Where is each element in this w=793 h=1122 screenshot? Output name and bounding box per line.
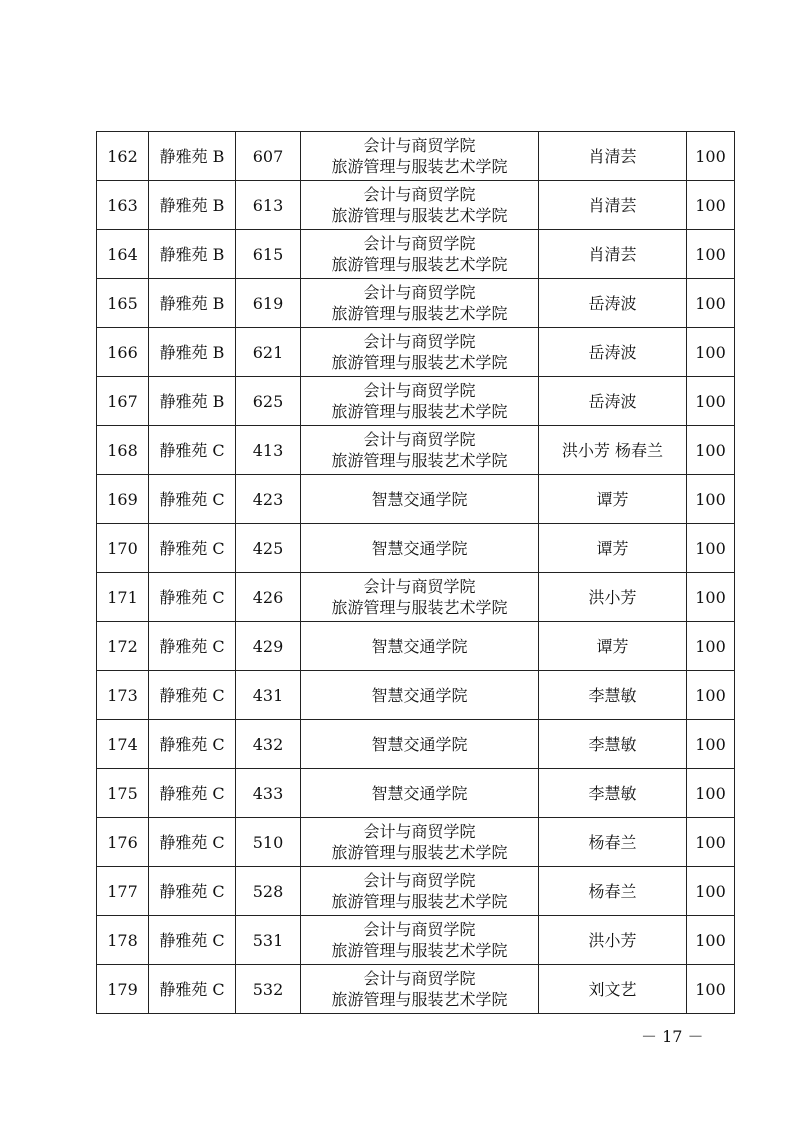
score-cell: 100 <box>687 230 735 279</box>
building-cell: 静雅苑 B <box>149 328 236 377</box>
table-row <box>97 524 735 573</box>
college-name-line: 会计与商贸学院 <box>363 577 476 596</box>
college-name-line: 智慧交通学院 <box>371 685 468 705</box>
teacher-cell: 洪小芳 <box>539 573 687 622</box>
room-number-cell: 423 <box>236 475 301 524</box>
college-cell <box>301 916 539 965</box>
teacher-cell: 李慧敏 <box>539 720 687 769</box>
building-cell: 静雅苑 B <box>149 279 236 328</box>
table-row <box>97 132 735 181</box>
college-cell <box>301 426 539 475</box>
teacher-cell: 肖清芸 <box>539 230 687 279</box>
row-number-cell: 176 <box>97 818 149 867</box>
room-number-cell: 429 <box>236 622 301 671</box>
room-number-cell: 621 <box>236 328 301 377</box>
college-cell <box>301 965 539 1014</box>
college-name-line: 智慧交通学院 <box>371 489 468 509</box>
table-row <box>97 965 735 1014</box>
college-cell <box>301 132 539 181</box>
row-number-cell: 173 <box>97 671 149 720</box>
building-cell: 静雅苑 C <box>149 965 236 1014</box>
score-cell: 100 <box>687 573 735 622</box>
score-cell: 100 <box>687 524 735 573</box>
college-name-line: 会计与商贸学院 <box>363 185 476 204</box>
college-name-line: 会计与商贸学院 <box>363 969 476 988</box>
building-cell: 静雅苑 B <box>149 181 236 230</box>
score-cell: 100 <box>687 426 735 475</box>
teacher-cell: 岳涛波 <box>539 279 687 328</box>
row-number-cell: 179 <box>97 965 149 1014</box>
building-cell: 静雅苑 B <box>149 230 236 279</box>
room-number-cell: 619 <box>236 279 301 328</box>
teacher-cell: 谭芳 <box>539 524 687 573</box>
table-row <box>97 867 735 916</box>
room-number-cell: 431 <box>236 671 301 720</box>
score-cell: 100 <box>687 132 735 181</box>
score-table <box>96 131 735 1014</box>
row-number-cell: 165 <box>97 279 149 328</box>
table-row <box>97 916 735 965</box>
building-cell: 静雅苑 C <box>149 671 236 720</box>
college-name-line: 旅游管理与服装艺术学院 <box>331 892 508 911</box>
room-number-cell: 413 <box>236 426 301 475</box>
college-name-line: 会计与商贸学院 <box>363 871 476 890</box>
row-number-cell: 170 <box>97 524 149 573</box>
score-cell: 100 <box>687 867 735 916</box>
teacher-cell: 谭芳 <box>539 622 687 671</box>
row-number-cell: 174 <box>97 720 149 769</box>
college-cell <box>301 524 539 573</box>
table-row <box>97 671 735 720</box>
college-cell <box>301 671 539 720</box>
score-cell: 100 <box>687 377 735 426</box>
page-number: － 17 － <box>641 1027 704 1046</box>
row-number-cell: 166 <box>97 328 149 377</box>
college-cell <box>301 230 539 279</box>
college-name-line: 旅游管理与服装艺术学院 <box>331 990 508 1009</box>
building-cell: 静雅苑 C <box>149 720 236 769</box>
room-number-cell: 510 <box>236 818 301 867</box>
college-name-line: 旅游管理与服装艺术学院 <box>331 941 508 960</box>
college-cell <box>301 573 539 622</box>
building-cell: 静雅苑 C <box>149 916 236 965</box>
row-number-cell: 168 <box>97 426 149 475</box>
row-number-cell: 171 <box>97 573 149 622</box>
row-number-cell: 175 <box>97 769 149 818</box>
building-cell: 静雅苑 B <box>149 132 236 181</box>
score-cell: 100 <box>687 818 735 867</box>
college-cell <box>301 475 539 524</box>
building-cell: 静雅苑 C <box>149 426 236 475</box>
teacher-cell: 刘文艺 <box>539 965 687 1014</box>
table-row <box>97 328 735 377</box>
dormitory-inspection-table <box>96 131 734 1014</box>
college-cell <box>301 769 539 818</box>
college-name-line: 会计与商贸学院 <box>363 822 476 841</box>
building-cell: 静雅苑 B <box>149 377 236 426</box>
table-row <box>97 377 735 426</box>
college-name-line: 旅游管理与服装艺术学院 <box>331 598 508 617</box>
score-cell: 100 <box>687 965 735 1014</box>
college-name-line: 会计与商贸学院 <box>363 920 476 939</box>
row-number-cell: 162 <box>97 132 149 181</box>
row-number-cell: 164 <box>97 230 149 279</box>
college-name-line: 旅游管理与服装艺术学院 <box>331 843 508 862</box>
college-name-line: 会计与商贸学院 <box>363 136 476 155</box>
table-row <box>97 622 735 671</box>
room-number-cell: 532 <box>236 965 301 1014</box>
score-cell: 100 <box>687 622 735 671</box>
teacher-cell: 肖清芸 <box>539 132 687 181</box>
row-number-cell: 178 <box>97 916 149 965</box>
table-body <box>97 132 735 1014</box>
score-cell: 100 <box>687 181 735 230</box>
table-row <box>97 475 735 524</box>
teacher-cell: 岳涛波 <box>539 377 687 426</box>
college-cell <box>301 867 539 916</box>
college-name-line: 旅游管理与服装艺术学院 <box>331 451 508 470</box>
table-row <box>97 769 735 818</box>
room-number-cell: 528 <box>236 867 301 916</box>
teacher-cell: 肖清芸 <box>539 181 687 230</box>
college-name-line: 会计与商贸学院 <box>363 283 476 302</box>
college-name-line: 旅游管理与服装艺术学院 <box>331 402 508 421</box>
score-cell: 100 <box>687 328 735 377</box>
table-row <box>97 426 735 475</box>
college-cell <box>301 279 539 328</box>
room-number-cell: 426 <box>236 573 301 622</box>
score-cell: 100 <box>687 279 735 328</box>
teacher-cell: 谭芳 <box>539 475 687 524</box>
score-cell: 100 <box>687 916 735 965</box>
building-cell: 静雅苑 C <box>149 524 236 573</box>
score-cell: 100 <box>687 671 735 720</box>
college-name-line: 旅游管理与服装艺术学院 <box>331 206 508 225</box>
score-cell: 100 <box>687 720 735 769</box>
room-number-cell: 432 <box>236 720 301 769</box>
room-number-cell: 425 <box>236 524 301 573</box>
college-name-line: 旅游管理与服装艺术学院 <box>331 304 508 323</box>
table-row <box>97 818 735 867</box>
building-cell: 静雅苑 C <box>149 867 236 916</box>
teacher-cell: 岳涛波 <box>539 328 687 377</box>
room-number-cell: 625 <box>236 377 301 426</box>
college-name-line: 智慧交通学院 <box>371 636 468 656</box>
row-number-cell: 172 <box>97 622 149 671</box>
room-number-cell: 615 <box>236 230 301 279</box>
college-name-line: 智慧交通学院 <box>371 538 468 558</box>
college-name-line: 会计与商贸学院 <box>363 430 476 449</box>
college-cell <box>301 818 539 867</box>
college-name-line: 智慧交通学院 <box>371 783 468 803</box>
teacher-cell: 杨春兰 <box>539 867 687 916</box>
row-number-cell: 163 <box>97 181 149 230</box>
college-name-line: 旅游管理与服装艺术学院 <box>331 255 508 274</box>
college-name-line: 会计与商贸学院 <box>363 234 476 253</box>
college-name-line: 会计与商贸学院 <box>363 332 476 351</box>
building-cell: 静雅苑 C <box>149 475 236 524</box>
table-row <box>97 230 735 279</box>
row-number-cell: 167 <box>97 377 149 426</box>
college-cell <box>301 622 539 671</box>
room-number-cell: 531 <box>236 916 301 965</box>
college-name-line: 智慧交通学院 <box>371 734 468 754</box>
room-number-cell: 613 <box>236 181 301 230</box>
college-cell <box>301 720 539 769</box>
table-row <box>97 181 735 230</box>
row-number-cell: 177 <box>97 867 149 916</box>
table-row <box>97 279 735 328</box>
teacher-cell: 李慧敏 <box>539 671 687 720</box>
college-cell <box>301 181 539 230</box>
teacher-cell: 杨春兰 <box>539 818 687 867</box>
room-number-cell: 433 <box>236 769 301 818</box>
score-cell: 100 <box>687 769 735 818</box>
college-cell <box>301 377 539 426</box>
college-name-line: 会计与商贸学院 <box>363 381 476 400</box>
room-number-cell: 607 <box>236 132 301 181</box>
college-name-line: 旅游管理与服装艺术学院 <box>331 157 508 176</box>
teacher-cell: 李慧敏 <box>539 769 687 818</box>
row-number-cell: 169 <box>97 475 149 524</box>
building-cell: 静雅苑 C <box>149 573 236 622</box>
college-cell <box>301 328 539 377</box>
table-row <box>97 720 735 769</box>
score-cell: 100 <box>687 475 735 524</box>
building-cell: 静雅苑 C <box>149 769 236 818</box>
table-row <box>97 573 735 622</box>
building-cell: 静雅苑 C <box>149 622 236 671</box>
teacher-cell: 洪小芳 杨春兰 <box>539 426 687 475</box>
college-name-line: 旅游管理与服装艺术学院 <box>331 353 508 372</box>
teacher-cell: 洪小芳 <box>539 916 687 965</box>
building-cell: 静雅苑 C <box>149 818 236 867</box>
